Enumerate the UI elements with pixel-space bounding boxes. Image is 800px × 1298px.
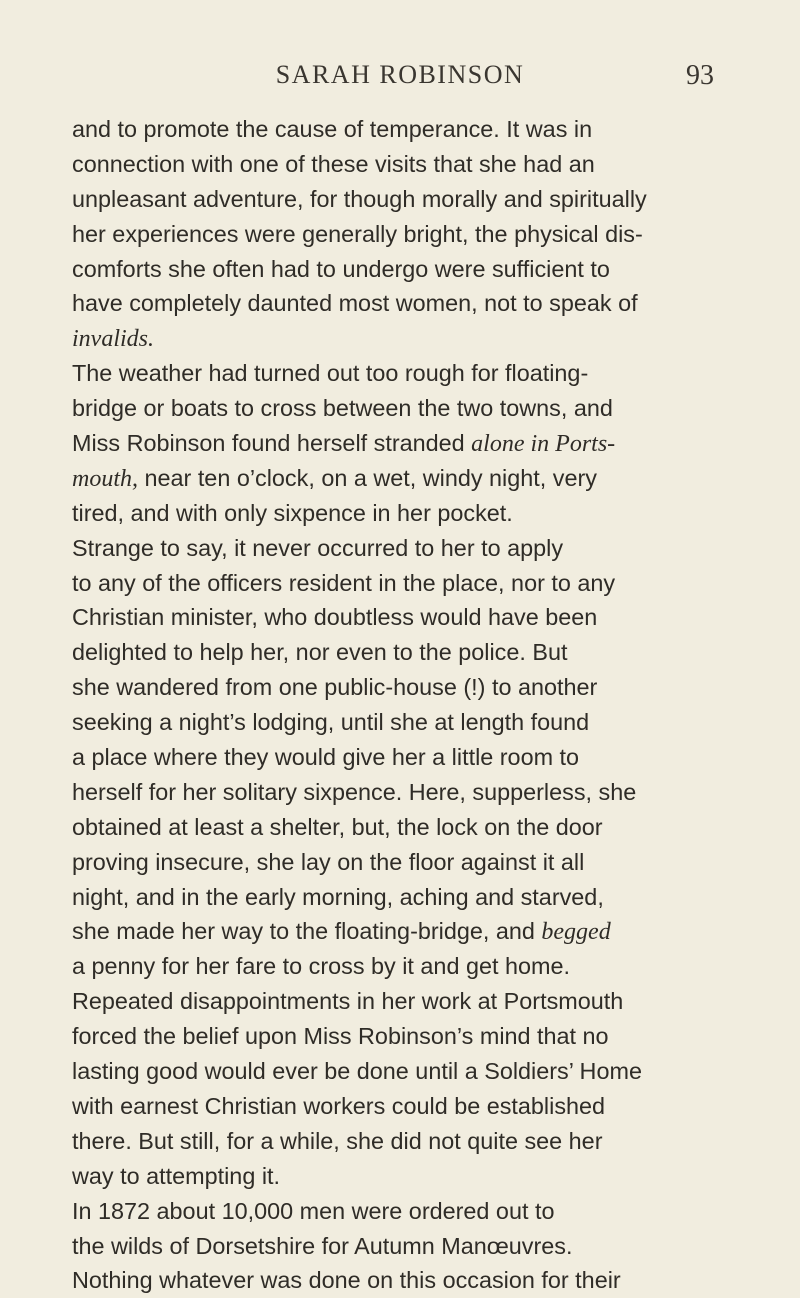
text-run: Miss Robinson found herself stranded [72, 430, 472, 457]
text-run: Strange to say, it never occurred to her to apply [72, 534, 564, 561]
text-line [72, 1019, 742, 1054]
text-run: to any of the officers resident in the place, nor to any [72, 569, 616, 596]
text-line [72, 1194, 742, 1229]
text-line [72, 810, 742, 845]
text-line [72, 356, 742, 391]
text-line [72, 182, 742, 217]
text-line [72, 1263, 742, 1298]
text-line [72, 252, 742, 287]
text-line [72, 984, 742, 1019]
text-run: tired, and with only sixpence in her pocket. [72, 499, 513, 526]
text-run: Christian minister, who doubtless would have been [72, 604, 598, 631]
italic-run: mouth, [72, 465, 138, 492]
text-line [72, 286, 742, 321]
text-run: comforts she often had to undergo were sufficient to [72, 255, 610, 282]
text-run: obtained at least a shelter, but, the lock on the door [72, 813, 603, 840]
text-line [72, 321, 742, 356]
text-run: proving insecure, she lay on the floor against it all [72, 848, 585, 875]
text-line [72, 496, 742, 531]
text-run: she wandered from one public-house (!) to another [72, 674, 598, 701]
text-run: the wilds of Dorsetshire for Autumn Manœuvres. [72, 1232, 573, 1259]
text-run: unpleasant adventure, for though morally and spiritually [72, 185, 647, 212]
text-run: way to attempting it. [72, 1162, 281, 1189]
text-run: The weather had turned out too rough for floating- [72, 360, 589, 387]
text-line [72, 740, 742, 775]
text-line [72, 112, 742, 147]
italic-run: begged [541, 919, 611, 946]
text-run: she made her way to the floating-bridge, and [72, 918, 542, 945]
text-line [72, 1124, 742, 1159]
text-run: In 1872 about 10,000 men were ordered out to [72, 1197, 555, 1224]
text-run: seeking a night’s lodging, until she at length found [72, 709, 590, 736]
text-run: a place where they would give her a little room to [72, 744, 580, 771]
text-run: night, and in the early morning, aching and starved, [72, 883, 604, 910]
text-line [72, 914, 742, 949]
text-run: connection with one of these visits that she had an [72, 150, 595, 177]
text-run: there. But still, for a while, she did not quite see her [72, 1127, 603, 1154]
body-text [72, 112, 742, 1298]
text-line [72, 147, 742, 182]
text-line [72, 1054, 742, 1089]
text-line [72, 426, 742, 461]
text-run: Nothing whatever was done on this occasion for their [72, 1267, 621, 1294]
text-line [72, 600, 742, 635]
running-title: SARAH ROBINSON [275, 60, 525, 89]
text-run: forced the belief upon Miss Robinson’s mind that no [72, 1023, 609, 1050]
text-line [72, 566, 742, 601]
text-line [72, 670, 742, 705]
italic-run: invalids. [72, 326, 154, 353]
text-run: lasting good would ever be done until a Soldiers’ Home [72, 1058, 642, 1085]
text-run: a penny for her fare to cross by it and get home. [72, 953, 570, 980]
text-line [72, 880, 742, 915]
text-line [72, 845, 742, 880]
text-run: Repeated disappointments in her work at Portsmouth [72, 988, 624, 1015]
text-line [72, 705, 742, 740]
text-line [72, 217, 742, 252]
text-run: have completely daunted most women, not to speak of [72, 290, 638, 317]
text-run: herself for her solitary sixpence. Here, supperless, she [72, 778, 637, 805]
text-line [72, 775, 742, 810]
text-line [72, 635, 742, 670]
italic-run: alone in Ports- [471, 431, 616, 458]
text-line [72, 1089, 742, 1124]
text-run: bridge or boats to cross between the two towns, and [72, 395, 613, 422]
text-line [72, 391, 742, 426]
page-number: 93 [686, 60, 714, 91]
text-line [72, 949, 742, 984]
text-line [72, 1159, 742, 1194]
text-run: her experiences were generally bright, the physical dis- [72, 220, 643, 247]
running-head [72, 60, 728, 100]
text-run: near ten o’clock, on a wet, windy night, very [138, 464, 597, 491]
text-line [72, 531, 742, 566]
text-run: and to promote the cause of temperance. It was in [72, 116, 593, 142]
text-line [72, 1229, 742, 1264]
text-run: with earnest Christian workers could be established [72, 1092, 606, 1119]
text-run: delighted to help her, nor even to the police. But [72, 639, 568, 666]
text-line [72, 461, 742, 496]
